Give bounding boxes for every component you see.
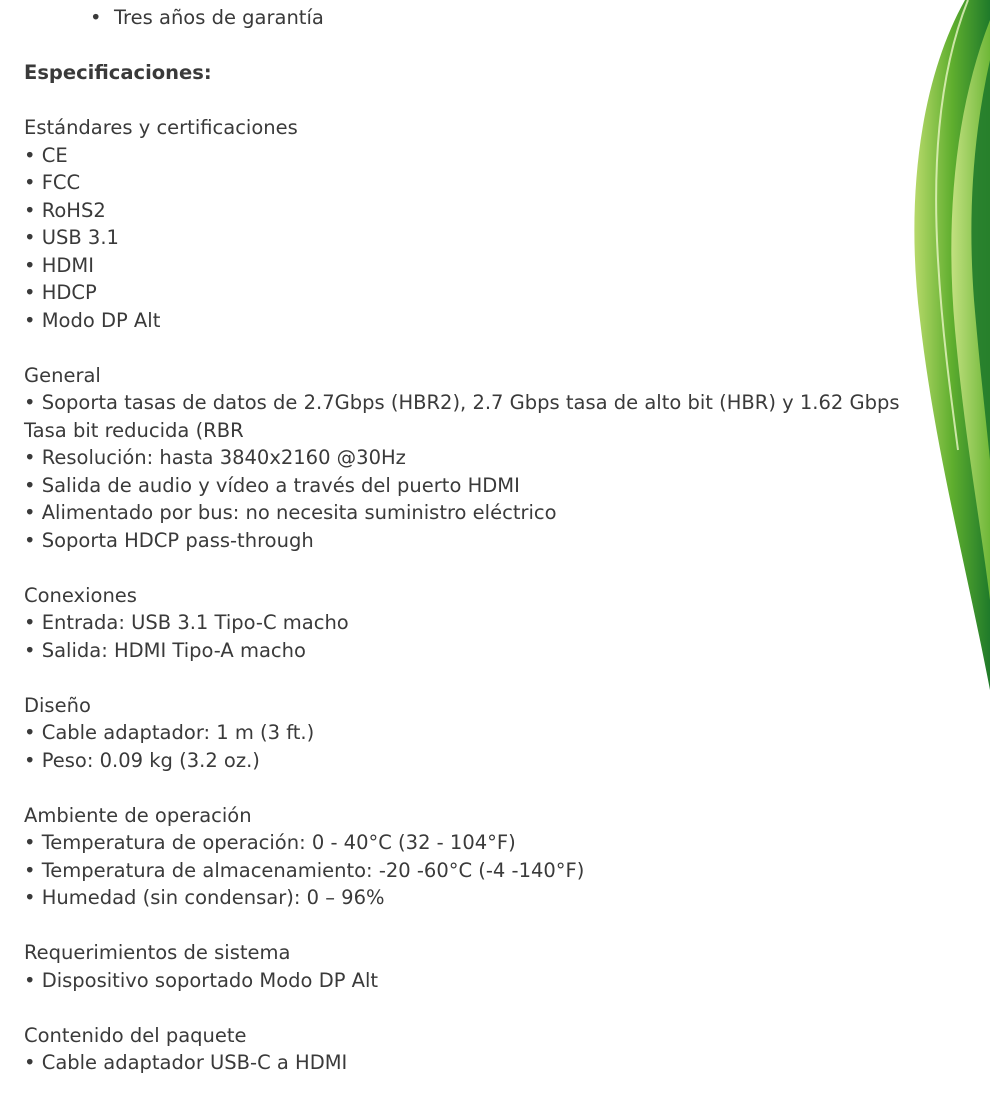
spec-item: • Modo DP Alt <box>24 308 161 332</box>
section-title: Estándares y certificaciones <box>24 116 298 139</box>
section-title: Conexiones <box>24 583 137 607</box>
spec-item: • Dispositivo soportado Modo DP Alt <box>24 968 379 992</box>
specs-heading: Especificaciones: <box>24 61 212 84</box>
spec-section <box>24 582 924 665</box>
section-title: Ambiente de operación <box>24 803 252 827</box>
warranty-text: Tres años de garantía <box>114 6 324 29</box>
green-swoosh-decoration <box>910 0 990 700</box>
spec-item: • Entrada: USB 3.1 Tipo-C macho <box>24 611 349 634</box>
spec-content <box>24 4 924 1104</box>
spec-section <box>24 939 924 994</box>
spec-item: • Soporta tasas de datos de 2.7Gbps (HBR2), 2.7 Gbps tasa de alto bit (HBR) y 1.62 Gbps Tasa bit reducida (RBR <box>24 391 900 442</box>
spec-section <box>24 362 924 555</box>
spec-section <box>24 692 924 775</box>
spec-item: • Resolución: hasta 3840x2160 @30Hz <box>24 446 406 469</box>
spec-item: • Cable adaptador USB-C a HDMI <box>24 1051 348 1074</box>
spec-section <box>24 1022 924 1077</box>
spec-item: • Salida: HDMI Tipo-A macho <box>24 638 306 662</box>
warranty-bullet <box>24 4 924 32</box>
section-title: Requerimientos de sistema <box>24 941 291 964</box>
section-title: Diseño <box>24 693 91 717</box>
spec-item: • USB 3.1 <box>24 226 119 249</box>
spec-section <box>24 802 924 912</box>
bullet-dot: • <box>90 6 102 29</box>
spec-item: • HDMI <box>24 253 94 277</box>
spec-item: • Cable adaptador: 1 m (3 ft.) <box>24 721 315 744</box>
section-title: General <box>24 363 101 387</box>
spec-item: • FCC <box>24 171 81 194</box>
spec-item: • RoHS2 <box>24 198 106 222</box>
swoosh-graphic <box>910 0 990 700</box>
spec-item: • Temperatura de almacenamiento: -20 -60°C (-4 -140°F) <box>24 858 585 882</box>
spec-item: • CE <box>24 143 68 167</box>
spec-item: • HDCP <box>24 281 97 304</box>
spec-item: • Salida de audio y vídeo a través del puerto HDMI <box>24 473 520 497</box>
spec-item: • Soporta HDCP pass-through <box>24 528 314 552</box>
spec-sections <box>24 114 924 1077</box>
spec-item: • Temperatura de operación: 0 - 40°C (32 - 104°F) <box>24 831 516 854</box>
spec-item: • Humedad (sin condensar): 0 – 96% <box>24 886 385 909</box>
spec-section <box>24 114 924 334</box>
spec-item: • Alimentado por bus: no necesita suministro eléctrico <box>24 501 557 524</box>
section-title: Contenido del paquete <box>24 1023 247 1047</box>
spec-item: • Peso: 0.09 kg (3.2 oz.) <box>24 748 260 772</box>
